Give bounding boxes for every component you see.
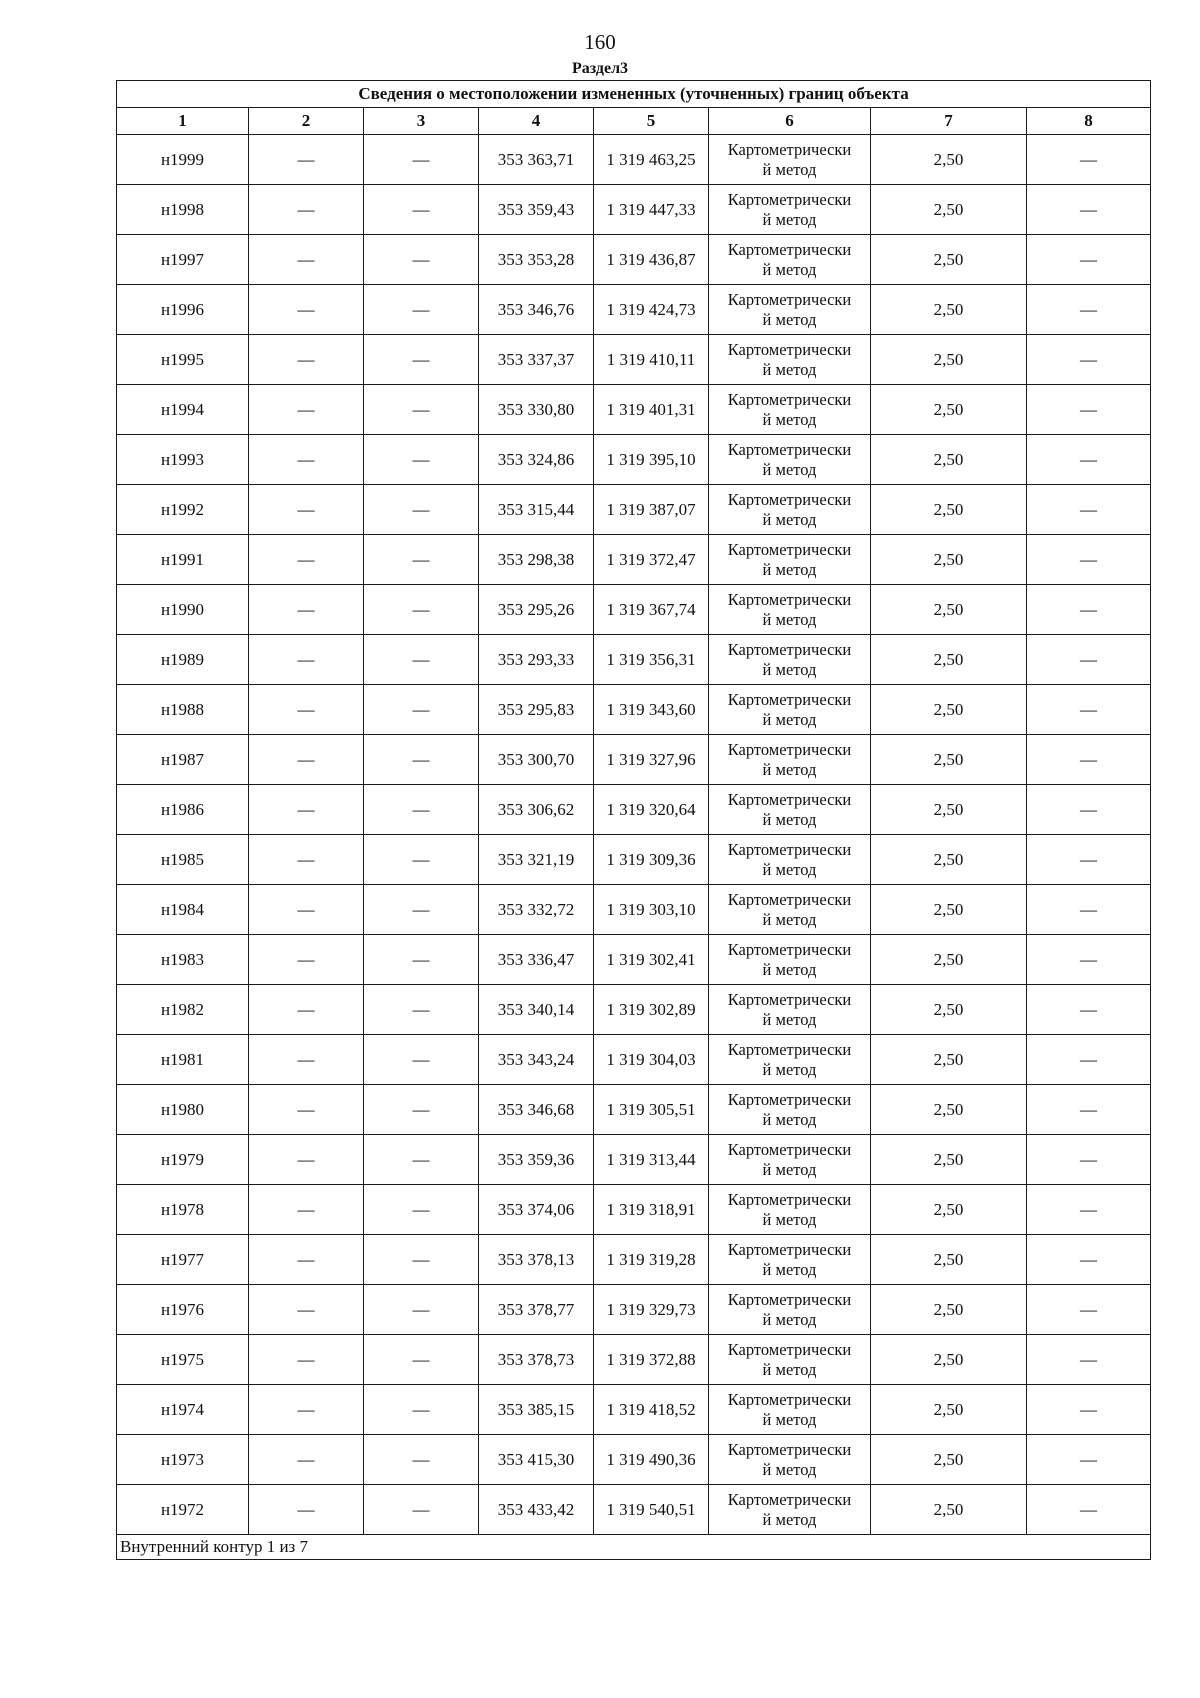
column-2-cell: — (249, 385, 364, 435)
accuracy-cell: 2,50 (871, 785, 1027, 835)
column-2-cell: — (249, 235, 364, 285)
column-2-cell: — (249, 485, 364, 535)
coordinate-x-cell: 353 298,38 (479, 535, 594, 585)
column-3-cell: — (364, 1385, 479, 1435)
column-3-cell: — (364, 1185, 479, 1235)
method-cell: Картометрически й метод (709, 1085, 871, 1135)
accuracy-cell: 2,50 (871, 435, 1027, 485)
method-cell: Картометрически й метод (709, 135, 871, 185)
section-title: Раздел3 (571, 60, 629, 77)
column-3-cell: — (364, 585, 479, 635)
coordinate-y-cell: 1 319 320,64 (594, 785, 709, 835)
column-2-cell: — (249, 1135, 364, 1185)
column-3-cell: — (364, 835, 479, 885)
method-cell: Картометрически й метод (709, 335, 871, 385)
method-cell: Картометрически й метод (709, 1385, 871, 1435)
column-8-cell: — (1027, 435, 1151, 485)
coordinate-y-cell: 1 319 302,41 (594, 935, 709, 985)
column-8-cell: — (1027, 1335, 1151, 1385)
column-3-cell: — (364, 435, 479, 485)
accuracy-cell: 2,50 (871, 635, 1027, 685)
column-2-cell: — (249, 735, 364, 785)
column-8-cell: — (1027, 885, 1151, 935)
column-3-cell: — (364, 1335, 479, 1385)
method-cell: Картометрически й метод (709, 435, 871, 485)
column-2-cell: — (249, 785, 364, 835)
coordinate-x-cell: 353 353,28 (479, 235, 594, 285)
column-8-cell: — (1027, 935, 1151, 985)
coordinate-y-cell: 1 319 313,44 (594, 1135, 709, 1185)
point-number-cell: н1996 (117, 285, 249, 335)
method-cell: Картометрически й метод (709, 385, 871, 435)
accuracy-cell: 2,50 (871, 585, 1027, 635)
method-cell: Картометрически й метод (709, 185, 871, 235)
table-row (117, 935, 1151, 985)
accuracy-cell: 2,50 (871, 385, 1027, 435)
point-number-cell: н1989 (117, 635, 249, 685)
column-3-cell: — (364, 735, 479, 785)
column-header-6: 6 (709, 108, 871, 135)
table-row (117, 785, 1151, 835)
accuracy-cell: 2,50 (871, 1335, 1027, 1385)
accuracy-cell: 2,50 (871, 1235, 1027, 1285)
table-row (117, 1385, 1151, 1435)
coordinate-x-cell: 353 332,72 (479, 885, 594, 935)
coordinate-x-cell: 353 378,77 (479, 1285, 594, 1335)
column-2-cell: — (249, 1435, 364, 1485)
table-row (117, 635, 1151, 685)
method-cell: Картометрически й метод (709, 685, 871, 735)
accuracy-cell: 2,50 (871, 185, 1027, 235)
table-row (117, 1235, 1151, 1285)
point-number-cell: н1977 (117, 1235, 249, 1285)
coordinate-y-cell: 1 319 343,60 (594, 685, 709, 735)
column-2-cell: — (249, 1185, 364, 1235)
accuracy-cell: 2,50 (871, 1385, 1027, 1435)
coordinate-y-cell: 1 319 490,36 (594, 1435, 709, 1485)
coordinate-y-cell: 1 319 540,51 (594, 1485, 709, 1535)
accuracy-cell: 2,50 (871, 1485, 1027, 1535)
accuracy-cell: 2,50 (871, 335, 1027, 385)
coordinate-y-cell: 1 319 418,52 (594, 1385, 709, 1435)
coordinate-x-cell: 353 343,24 (479, 1035, 594, 1085)
column-3-cell: — (364, 1085, 479, 1135)
column-8-cell: — (1027, 535, 1151, 585)
column-2-cell: — (249, 535, 364, 585)
point-number-cell: н1973 (117, 1435, 249, 1485)
column-8-cell: — (1027, 335, 1151, 385)
column-8-cell: — (1027, 1385, 1151, 1435)
coordinate-x-cell: 353 306,62 (479, 785, 594, 835)
table-row (117, 1285, 1151, 1335)
column-8-cell: — (1027, 785, 1151, 835)
method-cell: Картометрически й метод (709, 1435, 871, 1485)
coordinate-y-cell: 1 319 305,51 (594, 1085, 709, 1135)
column-header-8: 8 (1027, 108, 1151, 135)
coordinate-x-cell: 353 324,86 (479, 435, 594, 485)
point-number-cell: н1972 (117, 1485, 249, 1535)
column-2-cell: — (249, 285, 364, 335)
table-row (117, 185, 1151, 235)
coordinate-x-cell: 353 346,68 (479, 1085, 594, 1135)
column-2-cell: — (249, 885, 364, 935)
column-8-cell: — (1027, 1485, 1151, 1535)
coordinate-x-cell: 353 385,15 (479, 1385, 594, 1435)
accuracy-cell: 2,50 (871, 135, 1027, 185)
point-number-cell: н1990 (117, 585, 249, 635)
column-header-3: 3 (364, 108, 479, 135)
column-2-cell: — (249, 135, 364, 185)
column-3-cell: — (364, 1435, 479, 1485)
coordinate-y-cell: 1 319 309,36 (594, 835, 709, 885)
point-number-cell: н1978 (117, 1185, 249, 1235)
method-cell: Картометрически й метод (709, 1285, 871, 1335)
coordinate-y-cell: 1 319 447,33 (594, 185, 709, 235)
point-number-cell: н1982 (117, 985, 249, 1035)
coordinate-x-cell: 353 315,44 (479, 485, 594, 535)
coordinate-y-cell: 1 319 401,31 (594, 385, 709, 435)
point-number-cell: н1997 (117, 235, 249, 285)
column-header-4: 4 (479, 108, 594, 135)
column-8-cell: — (1027, 135, 1151, 185)
method-cell: Картометрически й метод (709, 735, 871, 785)
method-cell: Картометрически й метод (709, 1035, 871, 1085)
accuracy-cell: 2,50 (871, 235, 1027, 285)
column-3-cell: — (364, 1235, 479, 1285)
column-3-cell: — (364, 935, 479, 985)
table-row (117, 535, 1151, 585)
table-row (117, 485, 1151, 535)
table-row (117, 1085, 1151, 1135)
table-row (117, 1485, 1151, 1535)
coordinate-y-cell: 1 319 329,73 (594, 1285, 709, 1335)
column-3-cell: — (364, 635, 479, 685)
column-8-cell: — (1027, 835, 1151, 885)
coordinate-y-cell: 1 319 356,31 (594, 635, 709, 685)
column-header-row (117, 108, 1151, 135)
table-row (117, 385, 1151, 435)
point-number-cell: н1981 (117, 1035, 249, 1085)
table-row (117, 685, 1151, 735)
contour-footer: Внутренний контур 1 из 7 (117, 1535, 1151, 1560)
coordinate-y-cell: 1 319 327,96 (594, 735, 709, 785)
column-2-cell: — (249, 1235, 364, 1285)
column-3-cell: — (364, 1035, 479, 1085)
point-number-cell: н1979 (117, 1135, 249, 1185)
point-number-cell: н1980 (117, 1085, 249, 1135)
column-8-cell: — (1027, 385, 1151, 435)
accuracy-cell: 2,50 (871, 1035, 1027, 1085)
table-body (117, 135, 1151, 1535)
table-row (117, 235, 1151, 285)
column-3-cell: — (364, 685, 479, 735)
accuracy-cell: 2,50 (871, 1285, 1027, 1335)
column-8-cell: — (1027, 985, 1151, 1035)
point-number-cell: н1993 (117, 435, 249, 485)
table-row (117, 585, 1151, 635)
coordinate-y-cell: 1 319 424,73 (594, 285, 709, 335)
column-header-7: 7 (871, 108, 1027, 135)
coordinate-x-cell: 353 346,76 (479, 285, 594, 335)
coordinate-y-cell: 1 319 318,91 (594, 1185, 709, 1235)
table-row (117, 335, 1151, 385)
column-2-cell: — (249, 835, 364, 885)
column-3-cell: — (364, 1285, 479, 1335)
table-row (117, 1435, 1151, 1485)
column-2-cell: — (249, 585, 364, 635)
column-3-cell: — (364, 285, 479, 335)
method-cell: Картометрически й метод (709, 235, 871, 285)
column-8-cell: — (1027, 185, 1151, 235)
accuracy-cell: 2,50 (871, 1085, 1027, 1135)
coordinate-y-cell: 1 319 367,74 (594, 585, 709, 635)
column-8-cell: — (1027, 1135, 1151, 1185)
coordinate-x-cell: 353 295,83 (479, 685, 594, 735)
coordinate-y-cell: 1 319 463,25 (594, 135, 709, 185)
coordinate-x-cell: 353 415,30 (479, 1435, 594, 1485)
table-row (117, 285, 1151, 335)
method-cell: Картометрически й метод (709, 1485, 871, 1535)
column-3-cell: — (364, 485, 479, 535)
column-8-cell: — (1027, 1435, 1151, 1485)
point-number-cell: н1988 (117, 685, 249, 735)
point-number-cell: н1999 (117, 135, 249, 185)
column-3-cell: — (364, 135, 479, 185)
coordinate-x-cell: 353 300,70 (479, 735, 594, 785)
method-cell: Картометрически й метод (709, 635, 871, 685)
table-row (117, 985, 1151, 1035)
table-row (117, 1335, 1151, 1385)
coordinate-y-cell: 1 319 303,10 (594, 885, 709, 935)
coordinate-x-cell: 353 321,19 (479, 835, 594, 885)
accuracy-cell: 2,50 (871, 1135, 1027, 1185)
accuracy-cell: 2,50 (871, 885, 1027, 935)
point-number-cell: н1986 (117, 785, 249, 835)
column-3-cell: — (364, 885, 479, 935)
method-cell: Картометрически й метод (709, 785, 871, 835)
coordinate-y-cell: 1 319 387,07 (594, 485, 709, 535)
accuracy-cell: 2,50 (871, 735, 1027, 785)
point-number-cell: н1991 (117, 535, 249, 585)
column-8-cell: — (1027, 235, 1151, 285)
table-row (117, 135, 1151, 185)
column-3-cell: — (364, 235, 479, 285)
point-number-cell: н1994 (117, 385, 249, 435)
method-cell: Картометрически й метод (709, 485, 871, 535)
boundary-coordinates-table (116, 80, 1151, 1560)
table-row (117, 835, 1151, 885)
column-8-cell: — (1027, 1085, 1151, 1135)
coordinate-y-cell: 1 319 304,03 (594, 1035, 709, 1085)
column-8-cell: — (1027, 735, 1151, 785)
column-8-cell: — (1027, 285, 1151, 335)
column-8-cell: — (1027, 635, 1151, 685)
column-3-cell: — (364, 1135, 479, 1185)
column-8-cell: — (1027, 485, 1151, 535)
accuracy-cell: 2,50 (871, 1185, 1027, 1235)
column-2-cell: — (249, 1035, 364, 1085)
accuracy-cell: 2,50 (871, 285, 1027, 335)
column-2-cell: — (249, 435, 364, 485)
column-2-cell: — (249, 1085, 364, 1135)
coordinate-y-cell: 1 319 395,10 (594, 435, 709, 485)
column-3-cell: — (364, 985, 479, 1035)
point-number-cell: н1998 (117, 185, 249, 235)
column-header-5: 5 (594, 108, 709, 135)
column-2-cell: — (249, 1385, 364, 1435)
method-cell: Картометрически й метод (709, 835, 871, 885)
column-2-cell: — (249, 335, 364, 385)
column-header-2: 2 (249, 108, 364, 135)
column-2-cell: — (249, 1485, 364, 1535)
column-3-cell: — (364, 335, 479, 385)
point-number-cell: н1983 (117, 935, 249, 985)
point-number-cell: н1992 (117, 485, 249, 535)
coordinate-x-cell: 353 374,06 (479, 1185, 594, 1235)
coordinate-x-cell: 353 337,37 (479, 335, 594, 385)
column-2-cell: — (249, 935, 364, 985)
point-number-cell: н1984 (117, 885, 249, 935)
method-cell: Картометрически й метод (709, 885, 871, 935)
coordinate-x-cell: 353 359,36 (479, 1135, 594, 1185)
coordinate-y-cell: 1 319 302,89 (594, 985, 709, 1035)
column-3-cell: — (364, 535, 479, 585)
method-cell: Картометрически й метод (709, 585, 871, 635)
coordinate-y-cell: 1 319 319,28 (594, 1235, 709, 1285)
coordinate-y-cell: 1 319 372,88 (594, 1335, 709, 1385)
coordinate-x-cell: 353 433,42 (479, 1485, 594, 1535)
coordinate-x-cell: 353 336,47 (479, 935, 594, 985)
column-8-cell: — (1027, 1235, 1151, 1285)
column-2-cell: — (249, 635, 364, 685)
coordinate-x-cell: 353 378,13 (479, 1235, 594, 1285)
column-8-cell: — (1027, 685, 1151, 735)
method-cell: Картометрически й метод (709, 535, 871, 585)
column-2-cell: — (249, 1335, 364, 1385)
table-row (117, 1135, 1151, 1185)
accuracy-cell: 2,50 (871, 485, 1027, 535)
coordinate-y-cell: 1 319 436,87 (594, 235, 709, 285)
table-row (117, 435, 1151, 485)
method-cell: Картометрически й метод (709, 1185, 871, 1235)
table-row (117, 885, 1151, 935)
column-2-cell: — (249, 685, 364, 735)
method-cell: Картометрически й метод (709, 285, 871, 335)
column-3-cell: — (364, 1485, 479, 1535)
coordinate-y-cell: 1 319 410,11 (594, 335, 709, 385)
column-header-1: 1 (117, 108, 249, 135)
column-3-cell: — (364, 385, 479, 435)
column-3-cell: — (364, 185, 479, 235)
coordinate-x-cell: 353 363,71 (479, 135, 594, 185)
column-2-cell: — (249, 185, 364, 235)
column-3-cell: — (364, 785, 479, 835)
table-row (117, 735, 1151, 785)
point-number-cell: н1975 (117, 1335, 249, 1385)
point-number-cell: н1987 (117, 735, 249, 785)
accuracy-cell: 2,50 (871, 835, 1027, 885)
method-cell: Картометрически й метод (709, 1235, 871, 1285)
point-number-cell: н1995 (117, 335, 249, 385)
table-row (117, 1185, 1151, 1235)
accuracy-cell: 2,50 (871, 1435, 1027, 1485)
column-2-cell: — (249, 985, 364, 1035)
point-number-cell: н1985 (117, 835, 249, 885)
coordinate-x-cell: 353 340,14 (479, 985, 594, 1035)
accuracy-cell: 2,50 (871, 985, 1027, 1035)
column-2-cell: — (249, 1285, 364, 1335)
coordinate-x-cell: 353 293,33 (479, 635, 594, 685)
method-cell: Картометрически й метод (709, 1335, 871, 1385)
point-number-cell: н1976 (117, 1285, 249, 1335)
accuracy-cell: 2,50 (871, 685, 1027, 735)
coordinate-x-cell: 353 295,26 (479, 585, 594, 635)
point-number-cell: н1974 (117, 1385, 249, 1435)
method-cell: Картометрически й метод (709, 935, 871, 985)
column-8-cell: — (1027, 1035, 1151, 1085)
table-row (117, 1035, 1151, 1085)
accuracy-cell: 2,50 (871, 535, 1027, 585)
coordinate-x-cell: 353 378,73 (479, 1335, 594, 1385)
column-8-cell: — (1027, 1185, 1151, 1235)
method-cell: Картометрически й метод (709, 1135, 871, 1185)
column-8-cell: — (1027, 1285, 1151, 1335)
accuracy-cell: 2,50 (871, 935, 1027, 985)
coordinate-x-cell: 353 359,43 (479, 185, 594, 235)
coordinate-y-cell: 1 319 372,47 (594, 535, 709, 585)
column-8-cell: — (1027, 585, 1151, 635)
page-number: 160 (584, 30, 616, 54)
table-caption: Сведения о местоположении измененных (уточненных) границ объекта (117, 81, 1151, 108)
method-cell: Картометрически й метод (709, 985, 871, 1035)
coordinate-x-cell: 353 330,80 (479, 385, 594, 435)
